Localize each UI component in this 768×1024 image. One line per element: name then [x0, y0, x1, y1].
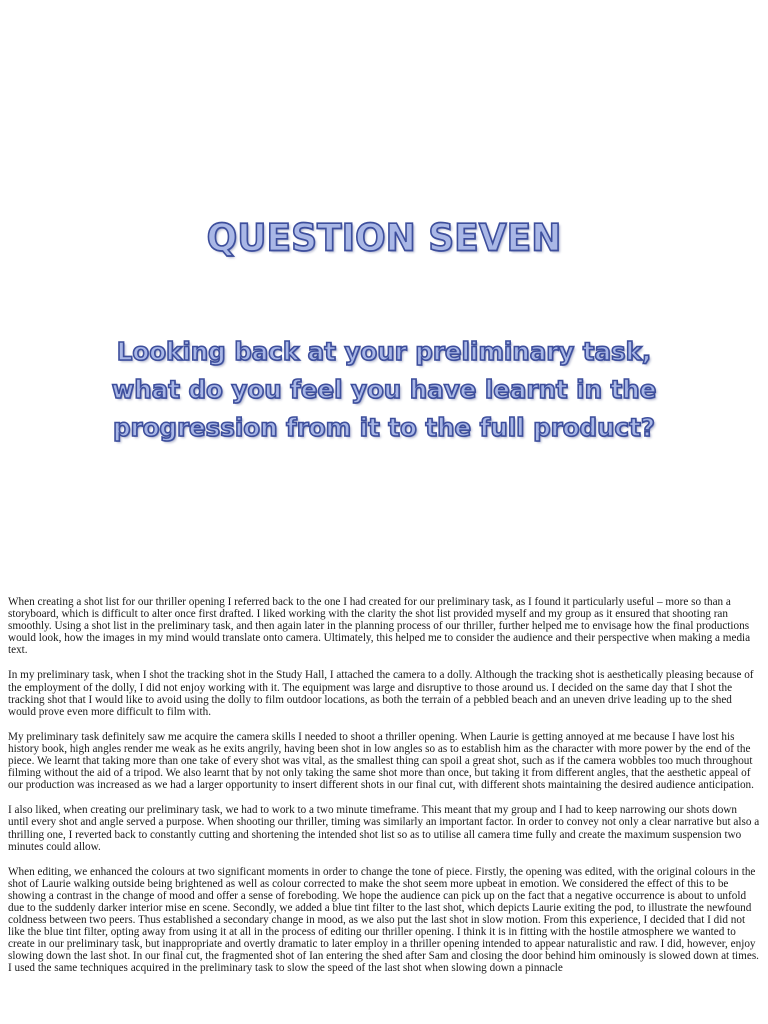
paragraph-tracking-shot: In my preliminary task, when I shot the tracking shot in the Study Hall, I attached the camera to a dolly. Although the tracking shot is aesthetically pleasing because of the employment of the dolly, I did not enjoy working with it. The equipment was large and disruptive to those around us. I decided on the same day that I shot the tracking shot that I would like to avoid using the dolly to film outdoor locations, as both the terrain of a pebbled beach and an uneven drive leading up to the shed would prove even more difficult to film with. [8, 669, 754, 718]
subtitle-line: what do you feel you have learnt in the [111, 375, 657, 404]
page-title: QUESTION SEVEN [206, 216, 562, 261]
subtitle-line: Looking back at your preliminary task, [116, 337, 652, 366]
paragraph-shot-list: When creating a shot list for our thriller opening I referred back to the one I had created for our preliminary task, as I found it particularly useful – more so than a storyboard, which is difficult to alter once first drafted. I liked working with the clarity the shot list provided myself and my group as it ensured that shooting ran smoothly. Using a shot list in the preliminary task, and then again later in the planning process of our thriller, further helped me to envisage how the final productions would look, how the images in my mind would translate onto camera. Ultimately, this helped me to consider the audience and their perspective when making a media text. [8, 596, 751, 657]
paragraph-editing: When editing, we enhanced the colours at two significant moments in order to change the tone of piece. Firstly, the opening was edited, with the original colours in the shot of Laurie walking outside being brightened as well as colour corrected to make the shot seem more upbeat in emotion. We considered the effect of this to be showing a contrast in the change of mood and offer a sense of foreboding. We hope the audience can pick up on the fact that a negative occurrence is about to unfold due to the suddenly darker interior mise en scene. Secondly, we added a blue tint filter to the last shot, which depicts Laurie exiting the pod, to illustrate the newfound coldness between two peers. Thus established a secondary change in mood, as we also put the last shot in slow motion. From this experience, I decided that I did not like the blue tint filter, opting away from using it at all in the process of editing our thriller opening. I think it is in fitting with the hostile atmosphere we wanted to create in our preliminary task, but inappropriate and overtly dramatic to later employ in a thriller opening intended to appear naturalistic and raw. I did, however, enjoy slowing down the last shot. In our final cut, the fragmented shot of Ian entering the shed after Sam and closing the door behind him ominously is slowed down at times. I used the same techniques acquired in the preliminary task to slow the speed of the last shot when slowing down a pinnacle [8, 865, 759, 975]
paragraph-camera-skills: My preliminary task definitely saw me acquire the camera skills I needed to shoot a thriller opening. When Laurie is getting annoyed at me because I have lost his history book, high angles render me weak as he exits angrily, having been shot in low angles so as to establish him as the character with more power by the end of the piece. We learnt that taking more than one take of every shot was vital, as the smallest thing can spoil a great shot, such as if the camera wobbles too much throughout filming without the aid of a tripod. We also learnt that by not only taking the same shot more than once, but taking it from different angles, that the aesthetic appeal of our production was increased as we had a larger opportunity to insert different shots in our final cut, with different shots maintaining the desired audience anticipation. [8, 730, 754, 792]
subtitle-line: progression from it to the full product? [112, 413, 655, 442]
question-subtitle [0, 333, 768, 447]
paragraph-timeframe: I also liked, when creating our preliminary task, we had to work to a two minute timeframe. This meant that my group and I had to keep narrowing our shots down until every shot and angle served a purpose. When shooting our thriller, timing was similarly an important factor. In order to convey not only a clear narrative but also a thrilling one, I reverted back to constantly cutting and shortening the intended shot list so as to utilise all camera time fully and create the maximum suspension two minutes could allow. [8, 804, 760, 853]
essay-body [8, 596, 760, 988]
